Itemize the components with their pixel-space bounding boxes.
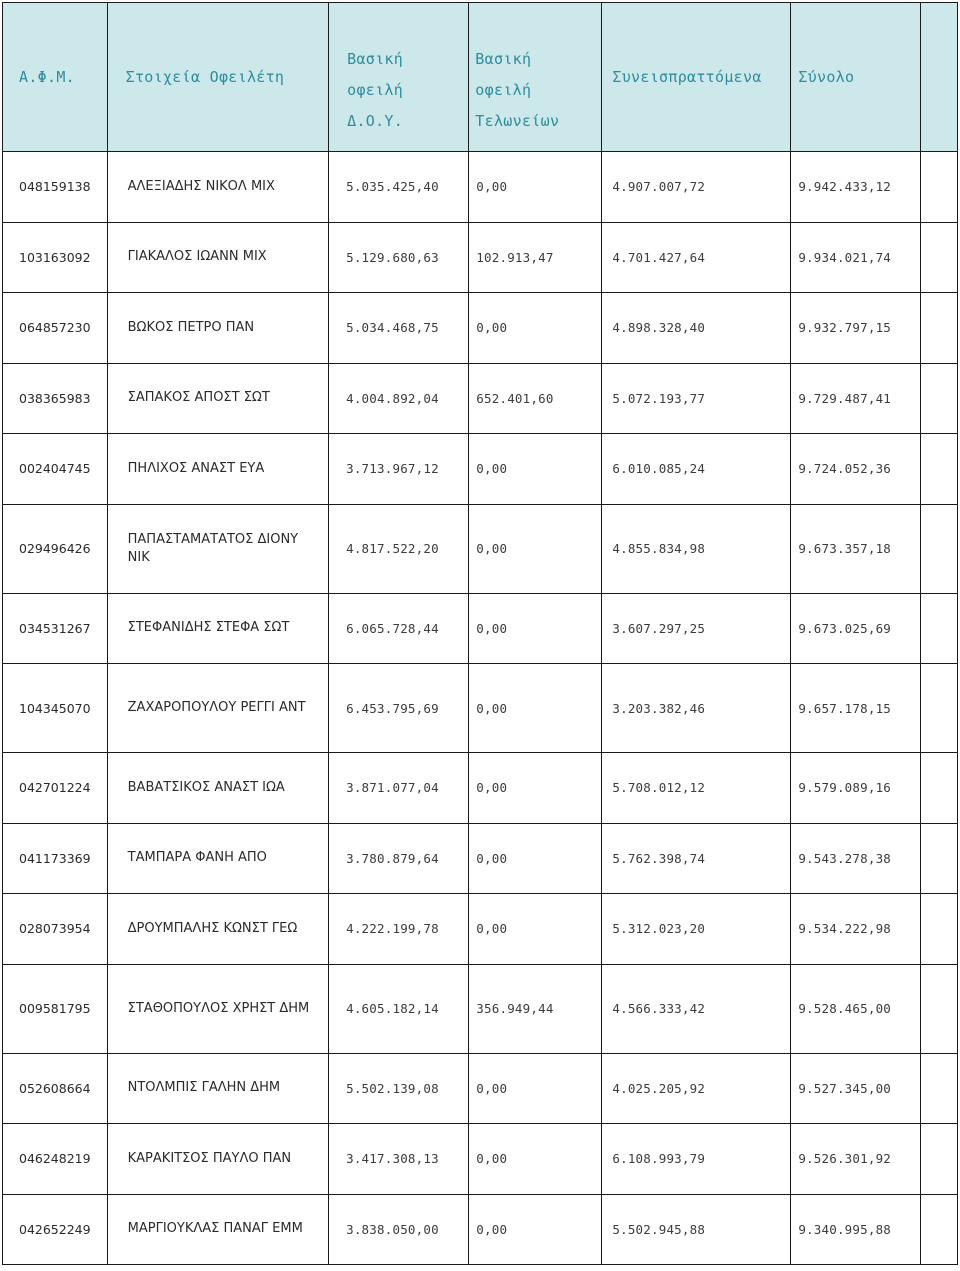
- cell-afm: 034531267: [3, 593, 108, 664]
- cell-total: 9.527.345,00: [791, 1053, 921, 1124]
- cell-total: 9.534.222,98: [791, 894, 921, 965]
- cell-afm: 002404745: [3, 434, 108, 505]
- header-customs-line2: οφειλή: [475, 80, 532, 99]
- cell-doy-debt: 3.871.077,04: [329, 753, 469, 824]
- header-total: Σύνολο: [791, 3, 921, 152]
- header-customs-debt: [469, 3, 602, 152]
- cell-doy-debt: 6.453.795,69: [329, 664, 469, 753]
- cell-total: 9.340.995,88: [791, 1194, 921, 1265]
- table-row: [3, 664, 958, 753]
- cell-spacer: [921, 753, 958, 824]
- cell-debtor-name: ΓΙΑΚΑΛΟΣ ΙΩΑΝΝ ΜΙΧ: [107, 222, 328, 293]
- table-row: [3, 964, 958, 1053]
- cell-debtor-name: ΣΑΠΑΚΟΣ ΑΠΟΣΤ ΣΩΤ: [107, 363, 328, 434]
- cell-collected: 4.566.333,42: [602, 964, 791, 1053]
- cell-customs-debt: 356.949,44: [469, 964, 602, 1053]
- table-row: [3, 823, 958, 894]
- cell-doy-debt: 3.838.050,00: [329, 1194, 469, 1265]
- cell-spacer: [921, 823, 958, 894]
- cell-total: 9.673.025,69: [791, 593, 921, 664]
- cell-spacer: [921, 504, 958, 593]
- cell-collected: 6.108.993,79: [602, 1124, 791, 1195]
- cell-total: 9.543.278,38: [791, 823, 921, 894]
- cell-doy-debt: 3.780.879,64: [329, 823, 469, 894]
- table-row: [3, 152, 958, 223]
- cell-collected: 5.502.945,88: [602, 1194, 791, 1265]
- cell-doy-debt: 4.605.182,14: [329, 964, 469, 1053]
- cell-doy-debt: 5.034.468,75: [329, 293, 469, 364]
- cell-collected: 5.072.193,77: [602, 363, 791, 434]
- cell-total: 9.579.089,16: [791, 753, 921, 824]
- cell-afm: 103163092: [3, 222, 108, 293]
- cell-collected: 5.762.398,74: [602, 823, 791, 894]
- cell-customs-debt: 0,00: [469, 1124, 602, 1195]
- cell-debtor-name: ΣΤΕΦΑΝΙΔΗΣ ΣΤΕΦΑ ΣΩΤ: [107, 593, 328, 664]
- cell-customs-debt: 0,00: [469, 434, 602, 505]
- cell-customs-debt: 0,00: [469, 1194, 602, 1265]
- cell-debtor-name: ΒΑΒΑΤΣΙΚΟΣ ΑΝΑΣΤ ΙΩΑ: [107, 753, 328, 824]
- cell-debtor-name: ΚΑΡΑΚΙΤΣΟΣ ΠΑΥΛΟ ΠΑΝ: [107, 1124, 328, 1195]
- cell-spacer: [921, 293, 958, 364]
- cell-total: 9.942.433,12: [791, 152, 921, 223]
- cell-debtor-name: ΑΛΕΞΙΑΔΗΣ ΝΙΚΟΛ ΜΙΧ: [107, 152, 328, 223]
- cell-spacer: [921, 1124, 958, 1195]
- cell-collected: 4.025.205,92: [602, 1053, 791, 1124]
- table-row: [3, 293, 958, 364]
- table-body: [3, 152, 958, 1265]
- cell-collected: 3.203.382,46: [602, 664, 791, 753]
- cell-collected: 4.701.427,64: [602, 222, 791, 293]
- header-collected: Συνεισπραττόμενα: [602, 3, 791, 152]
- header-doy-line1: Βασική: [347, 49, 404, 68]
- cell-total: 9.657.178,15: [791, 664, 921, 753]
- table-row: [3, 593, 958, 664]
- cell-doy-debt: 4.817.522,20: [329, 504, 469, 593]
- table-row: [3, 753, 958, 824]
- table-row: [3, 894, 958, 965]
- cell-debtor-name: ΣΤΑΘΟΠΟΥΛΟΣ ΧΡΗΣΤ ΔΗΜ: [107, 964, 328, 1053]
- cell-doy-debt: 4.004.892,04: [329, 363, 469, 434]
- table-row: [3, 363, 958, 434]
- header-customs-line1: Βασική: [475, 49, 532, 68]
- header-spacer: [921, 3, 958, 152]
- cell-collected: 5.708.012,12: [602, 753, 791, 824]
- table-header-row: [3, 3, 958, 152]
- cell-customs-debt: 102.913,47: [469, 222, 602, 293]
- cell-total: 9.932.797,15: [791, 293, 921, 364]
- cell-afm: 029496426: [3, 504, 108, 593]
- cell-afm: 042701224: [3, 753, 108, 824]
- cell-afm: 042652249: [3, 1194, 108, 1265]
- cell-collected: 4.855.834,98: [602, 504, 791, 593]
- cell-afm: 048159138: [3, 152, 108, 223]
- cell-total: 9.673.357,18: [791, 504, 921, 593]
- cell-doy-debt: 4.222.199,78: [329, 894, 469, 965]
- cell-afm: 028073954: [3, 894, 108, 965]
- cell-collected: 5.312.023,20: [602, 894, 791, 965]
- cell-spacer: [921, 964, 958, 1053]
- cell-total: 9.526.301,92: [791, 1124, 921, 1195]
- cell-doy-debt: 6.065.728,44: [329, 593, 469, 664]
- cell-spacer: [921, 593, 958, 664]
- cell-total: 9.528.465,00: [791, 964, 921, 1053]
- cell-customs-debt: 0,00: [469, 293, 602, 364]
- cell-debtor-name: ΝΤΟΛΜΠΙΣ ΓΑΛΗΝ ΔΗΜ: [107, 1053, 328, 1124]
- header-doy-line2: οφειλή: [347, 80, 404, 99]
- cell-spacer: [921, 894, 958, 965]
- cell-afm: 041173369: [3, 823, 108, 894]
- cell-debtor-name: ΖΑΧΑΡΟΠΟΥΛΟΥ ΡΕΓΓΙ ΑΝΤ: [107, 664, 328, 753]
- cell-customs-debt: 652.401,60: [469, 363, 602, 434]
- cell-doy-debt: 3.713.967,12: [329, 434, 469, 505]
- cell-customs-debt: 0,00: [469, 664, 602, 753]
- cell-collected: 4.907.007,72: [602, 152, 791, 223]
- cell-spacer: [921, 363, 958, 434]
- cell-afm: 046248219: [3, 1124, 108, 1195]
- cell-spacer: [921, 222, 958, 293]
- cell-total: 9.729.487,41: [791, 363, 921, 434]
- cell-debtor-name: ΠΑΠΑΣΤΑΜΑΤΑΤΟΣ ΔΙΟΝΥ ΝΙΚ: [107, 504, 328, 593]
- cell-total: 9.724.052,36: [791, 434, 921, 505]
- header-doy-debt: [329, 3, 469, 152]
- cell-afm: 038365983: [3, 363, 108, 434]
- cell-customs-debt: 0,00: [469, 504, 602, 593]
- cell-spacer: [921, 434, 958, 505]
- cell-customs-debt: 0,00: [469, 593, 602, 664]
- table-row: [3, 434, 958, 505]
- cell-afm: 009581795: [3, 964, 108, 1053]
- cell-debtor-name: ΤΑΜΠΑΡΑ ΦΑΝΗ ΑΠΟ: [107, 823, 328, 894]
- cell-doy-debt: 5.502.139,08: [329, 1053, 469, 1124]
- cell-collected: 3.607.297,25: [602, 593, 791, 664]
- cell-total: 9.934.021,74: [791, 222, 921, 293]
- table-row: [3, 1194, 958, 1265]
- cell-collected: 6.010.085,24: [602, 434, 791, 505]
- cell-spacer: [921, 1053, 958, 1124]
- cell-doy-debt: 5.035.425,40: [329, 152, 469, 223]
- table-row: [3, 504, 958, 593]
- cell-collected: 4.898.328,40: [602, 293, 791, 364]
- table-row: [3, 1053, 958, 1124]
- cell-customs-debt: 0,00: [469, 753, 602, 824]
- cell-afm: 064857230: [3, 293, 108, 364]
- header-afm: Α.Φ.Μ.: [3, 3, 108, 152]
- cell-customs-debt: 0,00: [469, 152, 602, 223]
- cell-doy-debt: 5.129.680,63: [329, 222, 469, 293]
- table-row: [3, 222, 958, 293]
- cell-afm: 104345070: [3, 664, 108, 753]
- cell-customs-debt: 0,00: [469, 1053, 602, 1124]
- cell-debtor-name: ΒΩΚΟΣ ΠΕΤΡΟ ΠΑΝ: [107, 293, 328, 364]
- cell-afm: 052608664: [3, 1053, 108, 1124]
- header-customs-line3: Τελωνείων: [475, 111, 560, 130]
- cell-customs-debt: 0,00: [469, 894, 602, 965]
- debtors-table: [2, 2, 958, 1265]
- cell-debtor-name: ΠΗΛΙΧΟΣ ΑΝΑΣΤ ΕΥΑ: [107, 434, 328, 505]
- cell-spacer: [921, 1194, 958, 1265]
- header-doy-line3: Δ.Ο.Υ.: [347, 111, 404, 130]
- cell-spacer: [921, 152, 958, 223]
- cell-doy-debt: 3.417.308,13: [329, 1124, 469, 1195]
- cell-debtor-name: ΜΑΡΓΙΟΥΚΛΑΣ ΠΑΝΑΓ ΕΜΜ: [107, 1194, 328, 1265]
- cell-customs-debt: 0,00: [469, 823, 602, 894]
- cell-spacer: [921, 664, 958, 753]
- cell-debtor-name: ΔΡΟΥΜΠΑΛΗΣ ΚΩΝΣΤ ΓΕΩ: [107, 894, 328, 965]
- header-debtor: Στοιχεία Οφειλέτη: [107, 3, 328, 152]
- table-row: [3, 1124, 958, 1195]
